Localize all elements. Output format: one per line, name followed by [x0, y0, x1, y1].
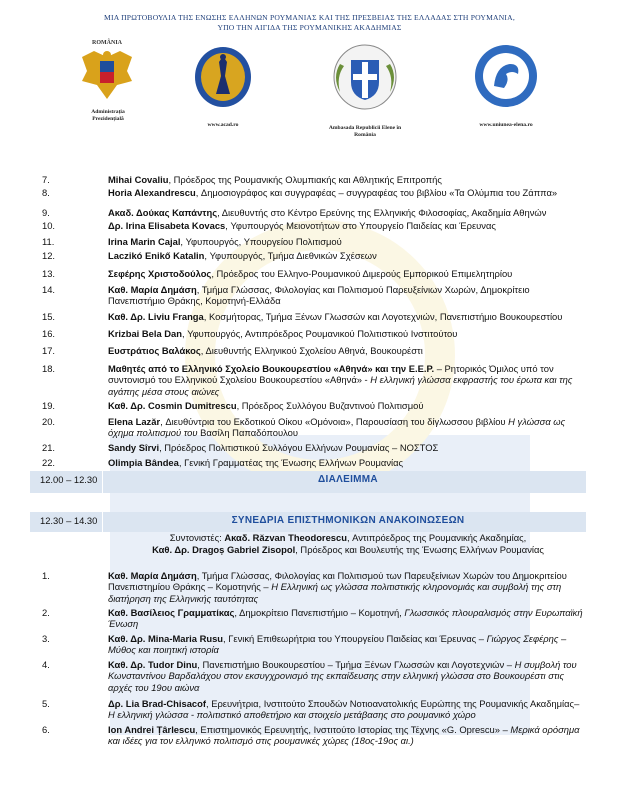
session-bar: [30, 512, 586, 532]
break-title: ΔΙΑΛΕΙΜΜΑ: [318, 474, 378, 485]
academy-caption: www.acad.ro: [207, 122, 239, 128]
embassy-logo: [332, 44, 398, 110]
presidency-top-text: ROMÂNIA: [92, 40, 122, 46]
presidency-logo: [72, 40, 142, 100]
academy-logo: [194, 46, 252, 108]
break-bar: [30, 471, 586, 493]
session-time: 12.30 – 14.30: [40, 515, 98, 526]
presidency-caption: Administrația Prezidențială: [91, 109, 125, 122]
union-emblem-icon: [474, 44, 538, 108]
session-coordinator-2: Καθ. Δρ. Dragoș Gabriel Zisopol, Πρόεδρος και Βουλευτής της Ένωσης Ελλήνων Ρουμανίας: [152, 544, 544, 555]
greek-coat-of-arms-icon: [332, 44, 398, 110]
embassy-caption: Ambasada Republicii Elene în România: [328, 125, 402, 138]
break-time: 12.00 – 12.30: [40, 474, 98, 485]
union-logo: [474, 44, 538, 108]
session-title: ΣΥΝΕΔΡΙΑ ΕΠΙΣΤΗΜΟΝΙΚΩΝ ΑΝΑΚΟΙΝΩΣΕΩΝ: [231, 515, 465, 526]
session-coordinator-1: Συντονιστές: Ακαδ. Răzvan Theodorescu, Αντιπρόεδρος της Ρουμανικής Ακαδημίας,: [169, 532, 527, 543]
academy-seal-icon: [194, 46, 252, 108]
union-caption: www.uniunea-elena.ro: [479, 122, 533, 128]
header-line-1: ΜΙΑ ΠΡΩΤΟΒΟΥΛΙΑ ΤΗΣ ΕΝΩΣΗΣ ΕΛΛΗΝΩΝ ΡΟΥΜΑΝΙΑΣ ΚΑΙ ΤΗΣ ΠΡΕΣΒΕΙΑΣ ΤΗΣ ΕΛΛΑΔΑΣ ΣΤΗ ΡΟΥΜΑΝΙΑ,: [104, 13, 515, 22]
coat-of-arms-icon: [72, 47, 142, 105]
header-line-2: ΥΠΟ ΤΗΝ ΑΙΓΙΔΑ ΤΗΣ ΡΟΥΜΑΝΙΚΗΣ ΑΚΑΔΗΜΙΑΣ: [217, 23, 402, 32]
